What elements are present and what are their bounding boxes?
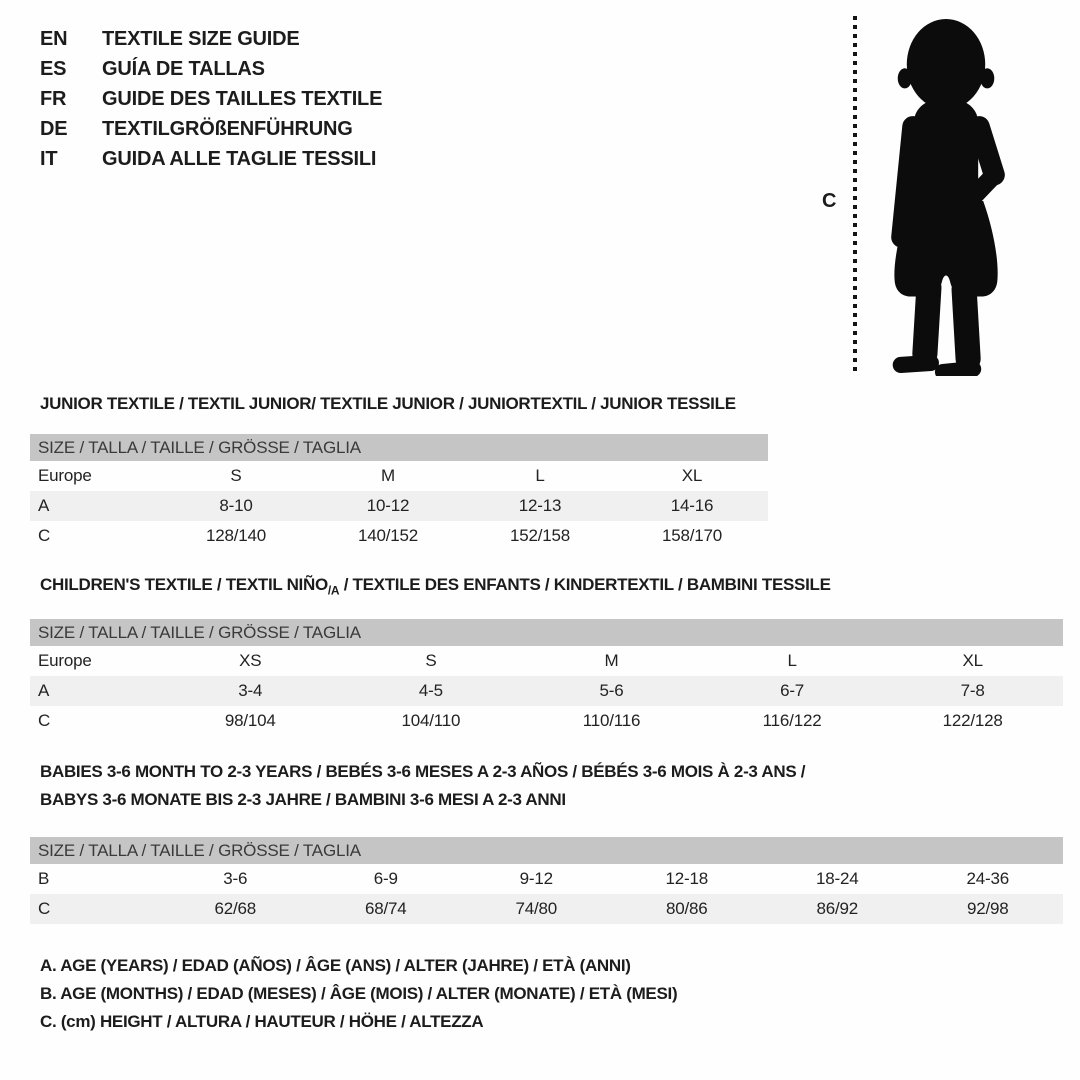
cell: 104/110	[401, 711, 461, 730]
row-label: A	[38, 496, 50, 515]
cell: 74/80	[515, 899, 558, 918]
cell: 5-6	[599, 681, 624, 700]
language-row	[40, 54, 382, 84]
cell: 18-24	[816, 869, 859, 888]
language-row	[40, 24, 382, 54]
cell: 128/140	[205, 526, 267, 545]
measure-legend	[40, 952, 677, 1036]
babies-title-line-1: BABIES 3-6 MONTH TO 2-3 YEARS / BEBÉS 3-6 MESES A 2-3 AÑOS / BÉBÉS 3-6 MOIS À 2-3 ANS /	[40, 762, 806, 781]
cell: 12-13	[518, 496, 562, 515]
table-row	[30, 706, 1063, 736]
cell: 4-5	[418, 681, 443, 700]
cell: 6-9	[373, 869, 398, 888]
cell: 140/152	[357, 526, 419, 545]
cell: 152/158	[509, 526, 571, 545]
cell: M	[381, 466, 395, 485]
language-title-block	[40, 24, 382, 174]
size-header-row: SIZE / TALLA / TAILLE / GRÖSSE / TAGLIA	[30, 434, 768, 461]
cell: XL	[962, 651, 983, 670]
children-section-title	[40, 571, 831, 604]
cell: 122/128	[942, 711, 1003, 730]
children-title-subscript: /A	[327, 583, 340, 598]
legend-line-a: A. AGE (YEARS) / EDAD (AÑOS) / ÂGE (ANS) / ALTER (JAHRE) / ETÀ (ANNI)	[40, 956, 631, 975]
table-row	[30, 521, 768, 551]
cell: 80/86	[665, 899, 708, 918]
row-label: Europe	[38, 466, 92, 485]
legend-line-c: C. (cm) HEIGHT / ALTURA / HAUTEUR / HÖHE / ALTEZZA	[40, 1012, 484, 1031]
height-measure-dotted-line	[853, 16, 857, 374]
junior-size-table	[30, 434, 768, 551]
height-measure-label: C	[822, 190, 837, 212]
size-header-row: SIZE / TALLA / TAILLE / GRÖSSE / TAGLIA	[30, 837, 1063, 864]
cell: 158/170	[661, 526, 723, 545]
row-label: B	[38, 869, 50, 888]
babies-section-title	[40, 758, 805, 814]
babies-size-table	[30, 837, 1063, 924]
children-title-text: CHILDREN'S TEXTILE / TEXTIL NIÑO	[40, 575, 328, 594]
row-label: C	[38, 899, 51, 918]
language-row	[40, 114, 382, 144]
cell: S	[425, 651, 437, 670]
cell: 92/98	[966, 899, 1009, 918]
cell: 8-10	[219, 496, 253, 515]
size-header-row: SIZE / TALLA / TAILLE / GRÖSSE / TAGLIA	[30, 619, 1063, 646]
language-title: GUIDA ALLE TAGLIE TESSILI	[102, 147, 377, 170]
toddler-silhouette-icon	[866, 14, 1024, 376]
cell: L	[535, 466, 545, 485]
cell: 68/74	[364, 899, 407, 918]
language-code: DE	[40, 117, 68, 140]
cell: 3-4	[238, 681, 263, 700]
children-title-text: / TEXTILE DES ENFANTS / KINDERTEXTIL / BAMBINI TESSILE	[339, 575, 831, 594]
cell: 9-12	[519, 869, 553, 888]
cell: 6-7	[780, 681, 805, 700]
row-label: Europe	[38, 651, 92, 670]
table-row	[30, 864, 1063, 894]
legend-line-b: B. AGE (MONTHS) / EDAD (MESES) / ÂGE (MOIS) / ALTER (MONATE) / ETÀ (MESI)	[40, 984, 678, 1003]
language-code: EN	[40, 27, 68, 50]
row-label: C	[38, 711, 51, 730]
language-title: TEXTILE SIZE GUIDE	[102, 27, 300, 50]
cell: 12-18	[665, 869, 708, 888]
cell: 24-36	[966, 869, 1009, 888]
junior-section-title: JUNIOR TEXTILE / TEXTIL JUNIOR/ TEXTILE JUNIOR / JUNIORTEXTIL / JUNIOR TESSILE	[40, 394, 736, 413]
cell: XS	[239, 651, 262, 670]
cell: 3-6	[223, 869, 248, 888]
cell: 7-8	[960, 681, 985, 700]
language-row	[40, 84, 382, 114]
cell: L	[787, 651, 797, 670]
language-title: TEXTILGRÖßENFÜHRUNG	[102, 117, 353, 140]
row-label: A	[38, 681, 50, 700]
cell: 14-16	[670, 496, 714, 515]
cell: 110/116	[582, 711, 641, 730]
table-row	[30, 646, 1063, 676]
cell: 86/92	[816, 899, 859, 918]
children-size-table	[30, 619, 1063, 736]
cell: 62/68	[214, 899, 257, 918]
language-title: GUIDE DES TAILLES TEXTILE	[102, 87, 383, 110]
cell: M	[604, 651, 619, 670]
table-row	[30, 894, 1063, 924]
row-label: C	[38, 526, 51, 545]
cell: XL	[681, 466, 703, 485]
language-code: ES	[40, 57, 67, 80]
cell: 116/122	[762, 711, 822, 730]
table-row	[30, 676, 1063, 706]
language-row	[40, 144, 382, 174]
babies-title-line-2: BABYS 3-6 MONATE BIS 2-3 JAHRE / BAMBINI 3-6 MESI A 2-3 ANNI	[40, 790, 566, 809]
language-title: GUÍA DE TALLAS	[102, 57, 265, 80]
cell: 98/104	[224, 711, 276, 730]
language-code: FR	[40, 87, 67, 110]
cell: S	[230, 466, 242, 485]
language-code: IT	[40, 147, 58, 170]
cell: 10-12	[366, 496, 410, 515]
table-row	[30, 491, 768, 521]
table-row	[30, 461, 768, 491]
